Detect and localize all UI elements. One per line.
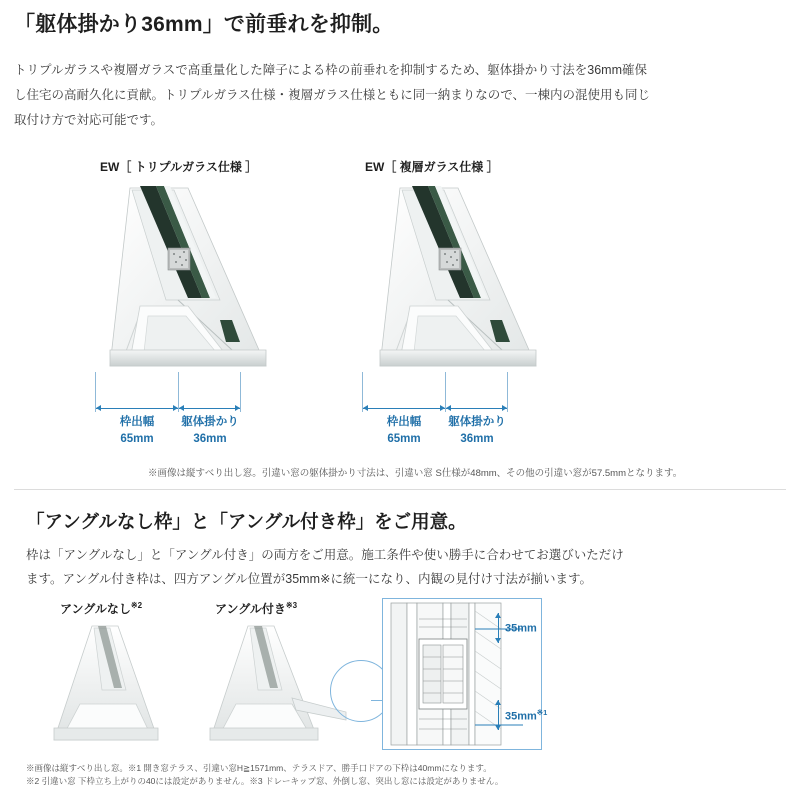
detail-dim-label-top: 35mm — [505, 622, 537, 635]
figure-photo-double-glass — [340, 180, 600, 370]
figure-caption-double-glass: EW［ 複層ガラス仕様 ］ — [365, 160, 499, 174]
detail-dim-arrow-top — [498, 613, 499, 643]
section1-title: 「躯体掛かり36mm」で前垂れを抑制。 — [14, 13, 394, 36]
dimension-label-frame-width-b: 枠出幅 65mm — [386, 416, 422, 445]
footnote-ref-1: ※1 — [536, 708, 548, 717]
figure-caption-no-angle: アングルなし$^{※2}$ — [60, 601, 143, 616]
footnote-ref-2: ※2 — [130, 601, 143, 610]
section2-body: 枠は「アングルなし」と「アングル付き」の両方をご用意。施工条件や使い勝手に合わせてお選びいただけます。アングル付き枠は、四方アングル位置が35mm※に統一になり、内観の見付け寸法が揃います。 — [26, 548, 624, 587]
figure-photo-no-angle — [40, 620, 190, 745]
section2-title: 「アングルなし枠」と「アングル付き枠」をご用意。 — [26, 511, 467, 532]
section2-notes — [26, 762, 766, 788]
figure-photo-triple-glass — [70, 180, 330, 370]
dimension-label-body-overlap-a: 躯体掛かり 36mm — [181, 416, 239, 445]
section1-note: ※画像は縦すべり出し窓。引違い窓の躯体掛かり寸法は、引違い窓 S仕様が48mm、その他の引違い窓が57.5mmとなります。 — [148, 468, 683, 479]
detail-dim-arrow-bottom — [498, 700, 499, 730]
footnote-ref-3: ※3 — [285, 601, 298, 610]
figure-caption-triple-glass: EW［ トリプルガラス仕様 ］ — [100, 160, 258, 174]
dimension-label-body-overlap-b: 躯体掛かり 36mm — [448, 416, 506, 445]
section2-note-line-1: ※画像は縦すべり出し窓。※1 開き窓テラス、引違い窓H≧1571mm、テラスドア、勝手口ドアの下枠は40mmになります。 — [26, 763, 492, 773]
section2-note-line-2: ※2 引違い窓 下枠立ち上がりの40には設定がありません。※3 ドレーキップ窓、外倒し窓、突出し窓には設定がありません。 — [26, 776, 504, 787]
dimension-label-frame-width-a: 枠出幅 65mm — [119, 416, 155, 445]
figure-caption-with-angle: アングル付き$^{※3}$ — [215, 601, 298, 616]
section1-body: トリプルガラスや複層ガラスで高重量化した障子による枠の前垂れを抑制するため、躯体掛かり寸法を36mm確保し住宅の高耐久化に貢献。トリプルガラス仕様・複層ガラス仕様ともに同一納まりなので、一棟内の混使用も同じ取付け方で対応可能です。 — [14, 63, 651, 127]
section-divider — [14, 489, 786, 490]
detail-dim-label-bottom: $35mm^{※1}$ — [505, 708, 548, 723]
